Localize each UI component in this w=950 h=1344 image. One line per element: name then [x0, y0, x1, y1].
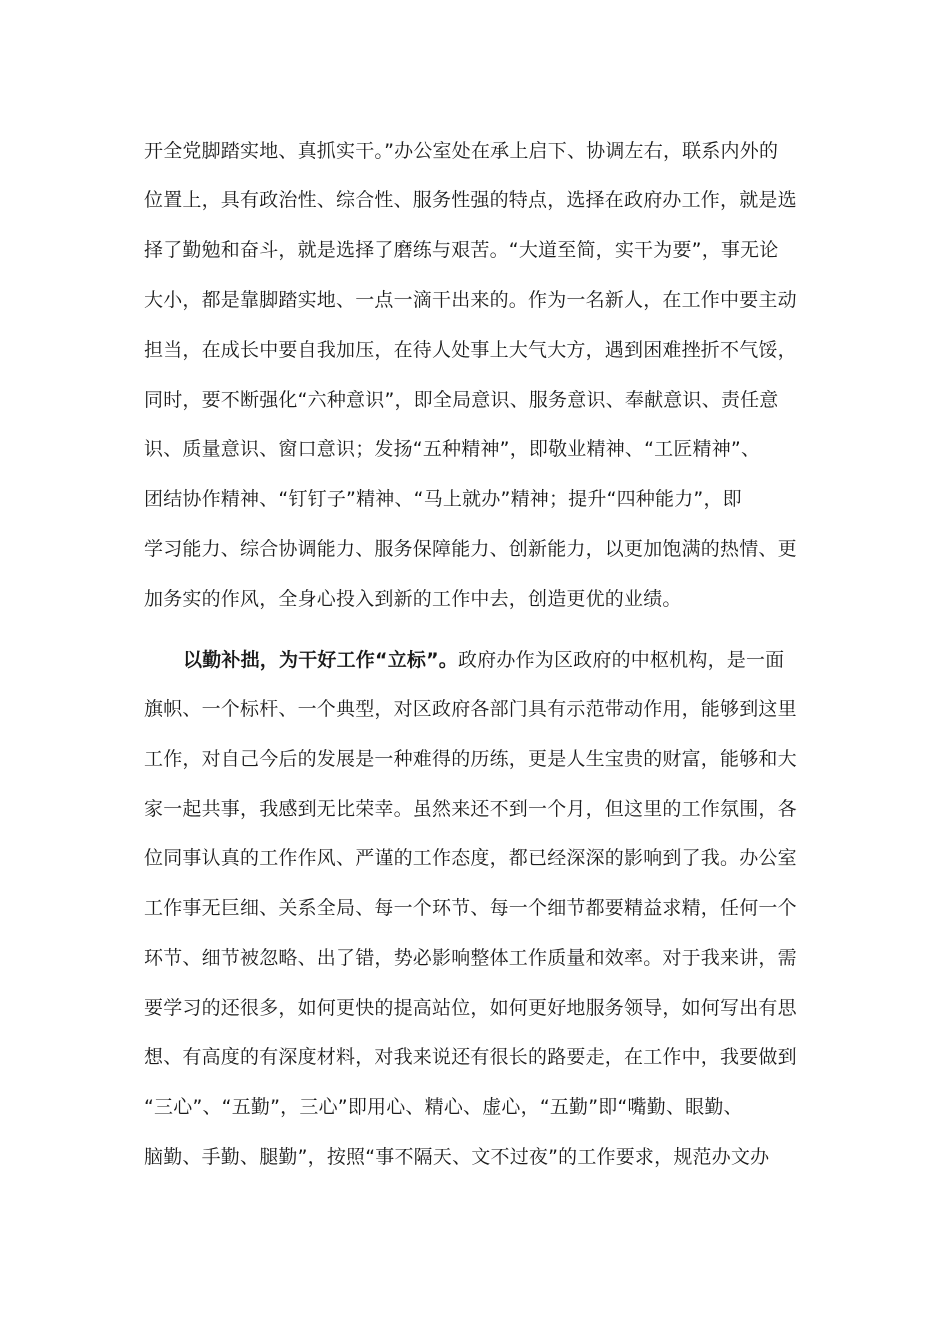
- paragraph-1-line: 同时，要不断强化“六种意识”，即全局意识、服务意识、奉献意识、责任意: [144, 389, 779, 411]
- paragraph-2-line: 位同事认真的工作作风、严谨的工作态度，都已经深深的影响到了我。办公室: [144, 847, 797, 869]
- paragraph-2-line: 脑勤、手勤、腿勤”，按照“事不隔天、文不过夜”的工作要求，规范办文办: [144, 1146, 770, 1168]
- paragraph-1-line: 大小，都是靠脚踏实地、一点一滴干出来的。作为一名新人，在工作中要主动: [144, 289, 797, 311]
- paragraph-2-line: 环节、细节被忽略、出了错，势必影响整体工作质量和效率。对于我来讲，需: [144, 947, 797, 969]
- paragraph-2-line: 旗帜、一个标杆、一个典型，对区政府各部门具有示范带动作用，能够到这里: [144, 698, 797, 720]
- paragraph-1-line: 学习能力、综合协调能力、服务保障能力、创新能力，以更加饱满的热情、更: [144, 538, 797, 560]
- paragraph-1-line: 开全党脚踏实地、真抓实干。”办公室处在承上启下、协调左右，联系内外的: [144, 140, 779, 162]
- paragraph-2-line: 工作事无巨细、关系全局、每一个环节、每一个细节都要精益求精，任何一个: [144, 897, 797, 919]
- paragraph-1-line: 位置上，具有政治性、综合性、服务性强的特点，选择在政府办工作，就是选: [144, 189, 797, 211]
- paragraph-1-line: 择了勤勉和奋斗，就是选择了磨练与艰苦。“大道至简，实干为要”，事无论: [144, 239, 779, 261]
- section-heading: 以勤补拙，为干好工作“立标”。: [183, 649, 458, 671]
- paragraph-2-line: 想、有高度的有深度材料，对我来说还有很长的路要走，在工作中，我要做到: [144, 1046, 797, 1068]
- paragraph-2-text: 政府办作为区政府的中枢机构，是一面: [457, 649, 785, 671]
- paragraph-1-line: 担当，在成长中要自我加压，在待人处事上大气大方，遇到困难挫折不气馁，: [144, 339, 797, 361]
- paragraph-1-line: 识、质量意识、窗口意识；发扬“五种精神”，即敬业精神、“工匠精神”、: [144, 438, 761, 460]
- paragraph-1-line: 团结协作精神、“钉钉子”精神、“马上就办”精神；提升“四种能力”，即: [144, 488, 742, 510]
- paragraph-2-line: 工作，对自己今后的发展是一种难得的历练，更是人生宝贵的财富，能够和大: [144, 748, 797, 770]
- paragraph-2-line: 家一起共事，我感到无比荣幸。虽然来还不到一个月，但这里的工作氛围，各: [144, 798, 797, 820]
- paragraph-2-first-line: [183, 648, 784, 672]
- paragraph-1-line: 加务实的作风，全身心投入到新的工作中去，创造更优的业绩。: [144, 588, 682, 610]
- paragraph-2-line: “三心”、“五勤”，三心”即用心、精心、虚心，“五勤”即“嘴勤、眼勤、: [144, 1096, 743, 1118]
- paragraph-2-line: 要学习的还很多，如何更快的提高站位，如何更好地服务领导，如何写出有思: [144, 997, 797, 1019]
